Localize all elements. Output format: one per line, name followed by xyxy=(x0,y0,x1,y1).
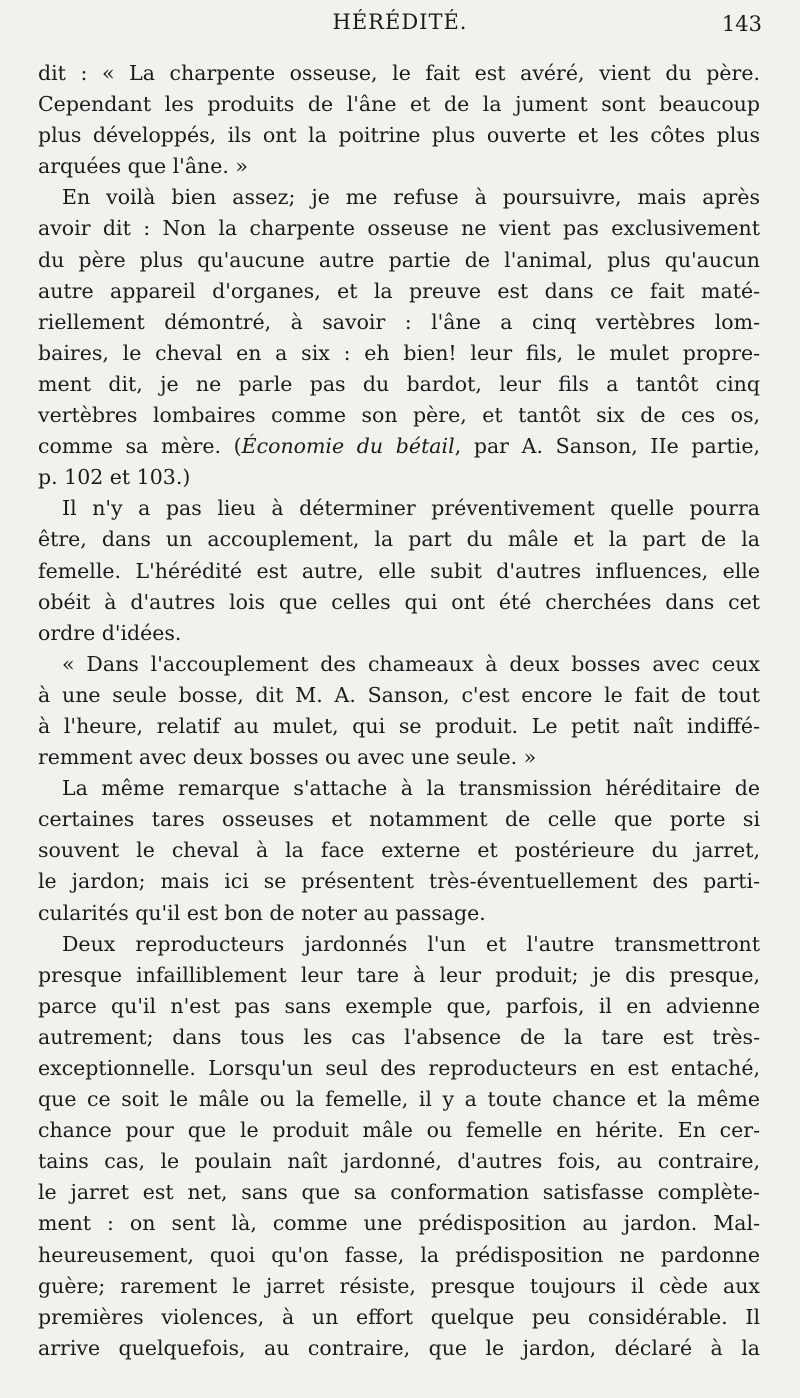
text-segment: arrive quelquefois, au contraire, que le jardon, déclaré à la xyxy=(38,1335,760,1360)
text-segment: « Dans l'accouplement des chameaux à deux bosses avec ceux xyxy=(62,651,760,676)
text-segment: dit : « La charpente osseuse, le fait est avéré, vient du père. xyxy=(38,61,760,85)
text-segment: remment avec deux bosses ou avec une seule. » xyxy=(38,745,537,770)
text-segment: presque infailliblement leur tare à leur produit; je dis presque, xyxy=(38,962,760,987)
text-segment: le jarret est net, sans que sa conformation satisfasse complète- xyxy=(38,1180,760,1205)
text-segment: femelle. L'hérédité est autre, elle subit d'autres influences, elle xyxy=(38,558,760,583)
text-line xyxy=(38,898,760,929)
text-line xyxy=(38,1115,760,1146)
text-line xyxy=(38,711,760,742)
text-line xyxy=(38,276,760,307)
text-line xyxy=(38,587,760,618)
text-line xyxy=(38,804,760,835)
text-line xyxy=(38,493,760,524)
text-segment: La même remarque s'attache à la transmission héréditaire de xyxy=(62,776,760,801)
text-segment: baires, le cheval en a six : eh bien! leur fils, le mulet propre- xyxy=(38,340,760,365)
text-line xyxy=(38,120,760,151)
text-line xyxy=(38,213,760,244)
text-segment: arquées que l'âne. » xyxy=(38,154,248,179)
text-line xyxy=(38,1240,760,1271)
text-line xyxy=(38,556,760,587)
text-line xyxy=(38,400,760,431)
text-line xyxy=(38,1271,760,1302)
text-segment: vertèbres lombaires comme son père, et tantôt six de ces os, xyxy=(38,403,760,428)
text-segment: tains cas, le poulain naît jardonné, d'autres fois, au contraire, xyxy=(38,1149,760,1174)
text-line xyxy=(38,151,760,182)
text-line xyxy=(38,680,760,711)
text-segment: parce qu'il n'est pas sans exemple que, parfois, il en advienne xyxy=(38,993,760,1018)
text-line xyxy=(38,991,760,1022)
text-line xyxy=(38,307,760,338)
text-segment: premières violences, à un effort quelque peu considérable. Il xyxy=(38,1304,760,1329)
text-segment: à l'heure, relatif au mulet, qui se produit. Le petit naît indiffé- xyxy=(38,713,760,738)
text-segment: Deux reproducteurs jardonnés l'un et l'autre transmettront xyxy=(62,931,760,956)
text-line xyxy=(38,462,760,493)
text-line xyxy=(38,929,760,960)
text-segment: que ce soit le mâle ou la femelle, il y a toute chance et la même xyxy=(38,1087,760,1112)
text-segment: chance pour que le produit mâle ou femelle en hérite. En cer- xyxy=(38,1118,760,1143)
text-line xyxy=(38,1146,760,1177)
text-line xyxy=(38,866,760,897)
text-line xyxy=(38,338,760,369)
body-text xyxy=(38,58,760,1364)
text-segment: certaines tares osseuses et notamment de celle que porte si xyxy=(38,807,760,832)
text-line xyxy=(38,835,760,866)
text-segment: autre appareil d'organes, et la preuve est dans ce fait maté- xyxy=(38,278,760,303)
text-line xyxy=(38,1177,760,1208)
text-segment: Cependant les produits de l'âne et de la jument sont beaucoup xyxy=(38,92,760,117)
text-segment: cularités qu'il est bon de noter au passage. xyxy=(38,900,486,925)
text-segment: comme sa mère. ( xyxy=(38,434,242,459)
text-line xyxy=(38,1333,760,1364)
text-line xyxy=(38,773,760,804)
text-line xyxy=(38,524,760,555)
text-segment: , par A. Sanson, IIe partie, xyxy=(454,434,760,459)
text-segment: p. 102 et 103.) xyxy=(38,465,191,490)
running-title: HÉRÉDITÉ. xyxy=(332,10,468,34)
text-segment: heureusement, quoi qu'on fasse, la prédisposition ne pardonne xyxy=(38,1242,760,1267)
text-line xyxy=(38,742,760,773)
running-head xyxy=(0,8,800,38)
text-segment: plus développés, ils ont la poitrine plus ouverte et les côtes plus xyxy=(38,123,760,148)
text-line xyxy=(38,618,760,649)
text-segment: du père plus qu'aucune autre partie de l'animal, plus qu'aucun xyxy=(38,247,760,272)
text-line xyxy=(38,649,760,680)
text-segment: ment : on sent là, comme une prédisposition au jardon. Mal- xyxy=(38,1211,760,1236)
text-line xyxy=(38,1302,760,1333)
text-segment: avoir dit : Non la charpente osseuse ne vient pas exclusivement xyxy=(38,216,760,241)
text-line xyxy=(38,1084,760,1115)
text-line xyxy=(38,182,760,213)
text-line xyxy=(38,58,760,89)
text-segment: autrement; dans tous les cas l'absence de la tare est très- xyxy=(38,1024,760,1049)
text-segment: souvent le cheval à la face externe et postérieure du jarret, xyxy=(38,838,760,863)
text-line xyxy=(38,431,760,462)
text-line xyxy=(38,89,760,120)
text-line xyxy=(38,1053,760,1084)
text-line xyxy=(38,369,760,400)
text-segment: Il n'y a pas lieu à déterminer préventivement quelle pourra xyxy=(62,496,760,521)
text-line xyxy=(38,960,760,991)
text-segment: le jardon; mais ici se présentent très-éventuellement des parti- xyxy=(38,869,760,894)
text-line xyxy=(38,1208,760,1239)
italic-title: Économie du bétail xyxy=(241,434,455,459)
text-segment: guère; rarement le jarret résiste, presque toujours il cède aux xyxy=(38,1273,760,1298)
page-number: 143 xyxy=(721,12,762,36)
text-line xyxy=(38,245,760,276)
text-segment: ment dit, je ne parle pas du bardot, leur fils a tantôt cinq xyxy=(38,371,760,396)
text-segment: ordre d'idées. xyxy=(38,620,182,645)
text-segment: En voilà bien assez; je me refuse à poursuivre, mais après xyxy=(62,185,760,210)
text-segment: exceptionnelle. Lorsqu'un seul des reproducteurs en est entaché, xyxy=(38,1056,760,1080)
text-segment: obéit à d'autres lois que celles qui ont été cherchées dans cet xyxy=(38,589,760,614)
text-segment: à une seule bosse, dit M. A. Sanson, c'est encore le fait de tout xyxy=(38,682,760,707)
text-line xyxy=(38,1022,760,1053)
text-segment: riellement démontré, à savoir : l'âne a cinq vertèbres lom- xyxy=(38,309,760,334)
text-segment: être, dans un accouplement, la part du mâle et la part de la xyxy=(38,527,760,552)
